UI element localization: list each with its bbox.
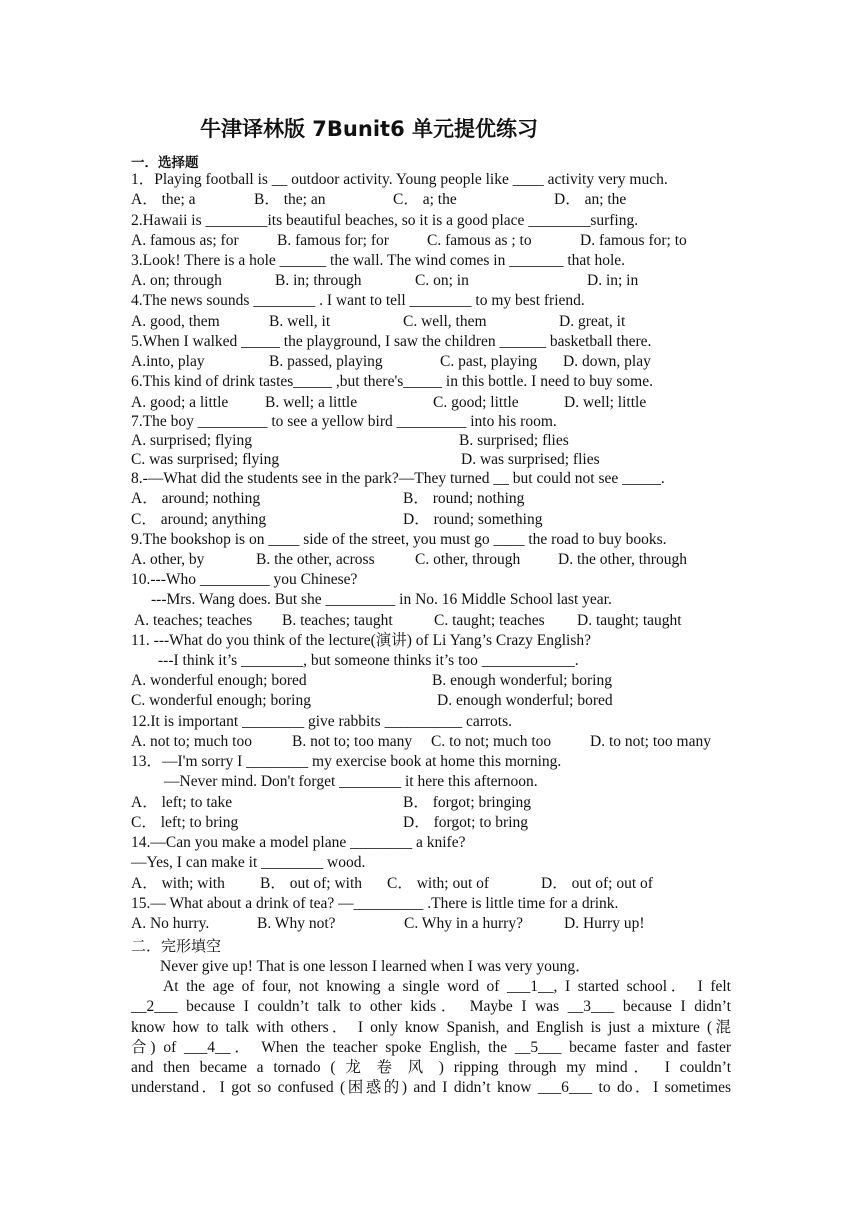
question-13-option-b: B． forgot; bringing	[403, 794, 532, 811]
question-6-option-b: B. well; a little	[265, 394, 358, 411]
question-14-option-b: B． out of; with	[260, 875, 363, 892]
question-11-stem-reply: ---I think it’s ________, but someone thinks it’s too ____________.	[158, 652, 579, 669]
question-6-option-d: D. well; little	[564, 394, 647, 411]
question-8-option-c: C． around; anything	[131, 511, 267, 528]
question-1-option-d: D． an; the	[554, 191, 627, 208]
question-3-option-d: D. in; in	[587, 272, 639, 289]
question-4-option-b: B. well, it	[269, 313, 331, 330]
question-14-stem-reply: —Yes, I can make it ________ wood.	[131, 854, 366, 871]
question-5-option-b: B. passed, playing	[269, 353, 383, 370]
question-11-option-d: D. enough wonderful; bored	[437, 692, 613, 709]
question-15-option-a: A. No hurry.	[131, 915, 210, 932]
question-13-stem: 13．—I'm sorry I ________ my exercise book at home this morning.	[131, 753, 562, 770]
question-4-stem: 4.The news sounds ________ . I want to tell ________ to my best friend.	[131, 292, 585, 309]
section-heading-choice: 一．选择题	[131, 155, 199, 171]
passage-line: At the age of four, not knowing a single word of ___1__, I started school． I felt	[163, 978, 731, 995]
question-12-stem: 12.It is important ________ give rabbits __________ carrots.	[131, 713, 512, 730]
question-3-option-c: C. on; in	[415, 272, 469, 289]
question-15-option-c: C. Why in a hurry?	[404, 915, 523, 932]
question-7-option-c: C. was surprised; flying	[131, 451, 280, 468]
question-5-option-d: D. down, play	[563, 353, 651, 370]
question-14-option-d: D． out of; out of	[541, 875, 653, 892]
question-2-option-c: C. famous as ; to	[427, 232, 532, 249]
question-11-stem: 11. ---What do you think of the lecture(演讲) of Li Yang’s Crazy English?	[131, 632, 592, 649]
passage-line: and then became a tornado ( 龙 卷 风 ) ripping through my mind． I couldn’t	[131, 1059, 731, 1076]
question-1-stem: 1．Playing football is __ outdoor activity. Young people like ____ activity very much.	[131, 171, 668, 188]
page-title: 牛津译林版 7Bunit6 单元提优练习	[200, 117, 538, 141]
question-3-option-b: B. in; through	[275, 272, 362, 289]
question-7-option-d: D. was surprised; flies	[461, 451, 600, 468]
question-8-stem: 8.-—What did the students see in the park?—They turned __ but could not see _____.	[131, 470, 665, 487]
question-2-option-d: D. famous for; to	[580, 232, 687, 249]
question-6-stem: 6.This kind of drink tastes_____ ,but there's_____ in this bottle. I need to buy some.	[131, 373, 653, 390]
question-9-stem: 9.The bookshop is on ____ side of the street, you must go ____ the road to buy books.	[131, 531, 667, 548]
question-4-option-c: C. well, them	[403, 313, 487, 330]
question-11-option-a: A. wonderful enough; bored	[131, 672, 307, 689]
question-8-option-b: B． round; nothing	[403, 490, 525, 507]
question-13-option-d: D． forgot; to bring	[403, 814, 528, 831]
question-15-option-d: D. Hurry up!	[564, 915, 645, 932]
section-heading-cloze: 二．完形填空	[131, 937, 222, 955]
passage-line: Never give up! That is one lesson I learned when I was very young．	[160, 958, 591, 975]
question-11-option-c: C. wonderful enough; boring	[131, 692, 311, 709]
question-2-option-a: A. famous as; for	[131, 232, 239, 249]
question-5-stem: 5.When I walked _____ the playground, I saw the children ______ basketball there.	[131, 333, 652, 350]
passage-line: know how to talk with others． I only know Spanish, and English is just a mixture (混	[131, 1019, 731, 1036]
question-10-option-c: C. taught; teaches	[434, 612, 545, 629]
question-9-option-c: C. other, through	[415, 551, 521, 568]
passage-line: 合) of ___4__． When the teacher spoke English, the __5___ became faster and faster	[131, 1039, 731, 1056]
question-3-option-a: A. on; through	[131, 272, 222, 289]
question-7-stem: 7.The boy _________ to see a yellow bird _________ into his room.	[131, 413, 557, 430]
question-6-option-c: C. good; little	[433, 394, 519, 411]
question-12-option-d: D. to not; too many	[590, 733, 711, 750]
question-1-option-a: A． the; a	[131, 191, 196, 208]
question-11-option-b: B. enough wonderful; boring	[432, 672, 612, 689]
question-5-option-c: C. past, playing	[440, 353, 538, 370]
question-1-option-c: C． a; the	[393, 191, 457, 208]
question-5-option-a: A.into, play	[131, 353, 205, 370]
question-10-option-b: B. teaches; taught	[282, 612, 393, 629]
question-13-option-c: C． left; to bring	[131, 814, 239, 831]
question-10-stem-reply: ---Mrs. Wang does. But she _________ in No. 16 Middle School last year.	[151, 591, 612, 608]
question-4-option-d: D. great, it	[559, 313, 626, 330]
question-9-option-b: B. the other, across	[256, 551, 375, 568]
question-15-stem: 15.— What about a drink of tea? —_________ .There is little time for a drink.	[131, 895, 619, 912]
passage-line: __2___ because I couldn’t talk to other kids． Maybe I was __3___ because I didn’t	[131, 998, 731, 1015]
question-10-option-a: A. teaches; teaches	[134, 612, 253, 629]
question-2-stem: 2.Hawaii is ________its beautiful beaches, so it is a good place ________surfing.	[131, 212, 639, 229]
question-3-stem: 3.Look! There is a hole ______ the wall. The wind comes in _______ that hole.	[131, 252, 626, 269]
question-2-option-b: B. famous for; for	[277, 232, 389, 249]
question-1-option-b: B． the; an	[254, 191, 326, 208]
question-13-option-a: A． left; to take	[131, 794, 233, 811]
question-9-option-a: A. other, by	[131, 551, 205, 568]
question-8-option-d: D． round; something	[403, 511, 543, 528]
question-6-option-a: A. good; a little	[131, 394, 229, 411]
question-12-option-c: C. to not; much too	[431, 733, 552, 750]
question-13-stem-reply: —Never mind. Don't forget ________ it here this afternoon.	[164, 773, 538, 790]
question-8-option-a: A． around; nothing	[131, 490, 261, 507]
passage-line: understand．I got so confused (困惑的) and I didn’t know ___6___ to do．I sometimes	[131, 1079, 731, 1096]
question-14-option-a: A． with; with	[131, 875, 225, 892]
question-9-option-d: D. the other, through	[558, 551, 687, 568]
question-12-option-a: A. not to; much too	[131, 733, 252, 750]
question-12-option-b: B. not to; too many	[292, 733, 413, 750]
question-4-option-a: A. good, them	[131, 313, 220, 330]
question-7-option-a: A. surprised; flying	[131, 432, 252, 449]
question-7-option-b: B. surprised; flies	[459, 432, 569, 449]
question-14-stem: 14.—Can you make a model plane ________ a knife?	[131, 834, 466, 851]
question-14-option-c: C． with; out of	[387, 875, 490, 892]
question-10-option-d: D. taught; taught	[577, 612, 682, 629]
question-10-stem: 10.---Who _________ you Chinese?	[131, 571, 358, 588]
question-15-option-b: B. Why not?	[257, 915, 336, 932]
